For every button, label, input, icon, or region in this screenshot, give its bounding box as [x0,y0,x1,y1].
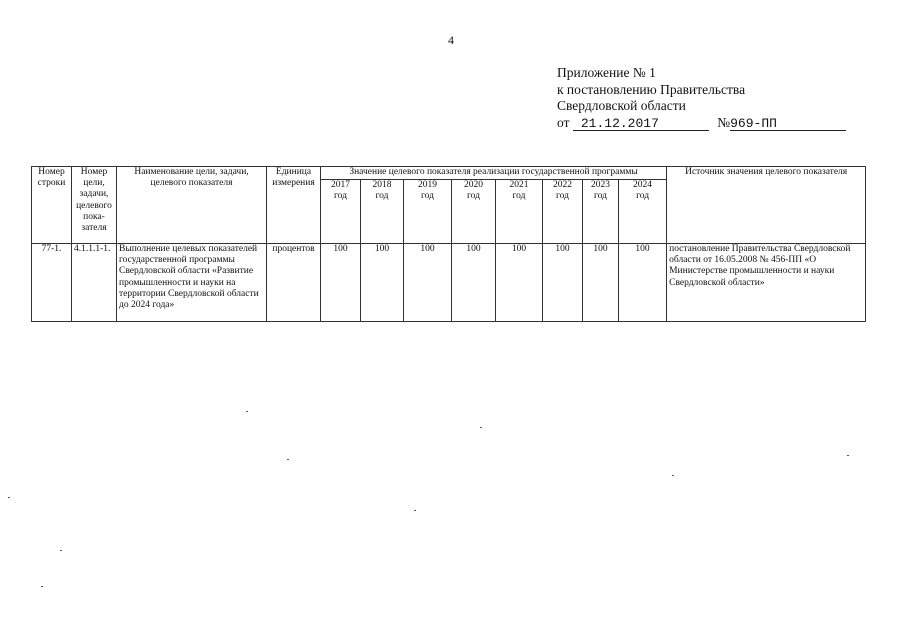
appendix-date-row [557,115,846,132]
header-year-suffix: год [512,191,526,202]
scan-speck [847,455,849,456]
header-year-suffix: год [594,191,607,202]
header-year-value: 2018 [372,180,392,190]
header-year-value: 2024 [633,180,653,190]
header-year [321,180,361,244]
header-year [361,180,404,244]
cell-value: 100 [583,244,619,322]
header-year [404,180,452,244]
scan-speck [246,411,248,412]
cell-value: 100 [496,244,543,322]
header-year-suffix: год [421,191,434,202]
header-row-number: Номер строки [32,167,72,244]
indicators-table [31,166,866,322]
appendix-subtitle: к постановлению Правительства [557,81,746,97]
cell-source: постановление Правительства Свердловской области от 16.05.2008 № 456-ПП «О Министерстве промышленности и науки Свердловской области» [667,244,866,322]
cell-value: 100 [321,244,361,322]
cell-goal-number: 4.1.1.1-1. [72,244,117,322]
header-year-value: 2022 [553,180,572,190]
scan-speck [414,510,416,511]
scan-speck [8,497,10,498]
cell-value: 100 [452,244,496,322]
scan-speck [60,550,62,551]
header-year-value: 2021 [509,180,529,190]
appendix-block [557,65,846,131]
header-year-value: 2019 [418,180,437,190]
header-year [452,180,496,244]
header-year-value: 2017 [331,180,350,190]
header-year [583,180,619,244]
cell-name: Выполнение целевых показателей государственной программы Свердловской области «Развитие промышленности и науки на территории Свердловской области до 2024 года» [117,244,267,322]
cell-value: 100 [619,244,667,322]
header-year-value: 2020 [464,180,483,190]
header-values-group: Значение целевого показателя реализации государственной программы [321,167,667,180]
number-sign: № [717,114,731,130]
cell-value: 100 [543,244,583,322]
table-row [32,244,866,322]
header-year-suffix: год [375,191,389,202]
cell-row-number: 77-1. [32,244,72,322]
header-year [543,180,583,244]
scan-speck [287,459,289,460]
decree-date: 21.12.2017 [573,117,709,131]
header-source: Источник значения целевого показателя [667,167,866,244]
scan-speck [480,427,482,428]
scan-speck [672,475,674,476]
decree-number: 969-ПП [730,117,846,131]
cell-value: 100 [361,244,404,322]
header-unit: Единица измерения [267,167,321,244]
header-year [496,180,543,244]
header-name: Наименование цели, задачи, целевого показателя [117,167,267,244]
appendix-title: Приложение № 1 [557,65,656,80]
cell-value: 100 [404,244,452,322]
appendix-region: Свердловской области [557,98,686,113]
header-year-suffix: год [636,191,650,202]
cell-unit: процентов [267,244,321,322]
header-year-suffix: год [467,191,480,202]
header-year [619,180,667,244]
header-year-value: 2023 [591,180,610,190]
scan-speck [41,586,43,587]
header-goal-number: Номер цели, задачи, целевого пока-зателя [72,167,117,244]
header-year-suffix: год [334,191,347,202]
header-year-suffix: год [556,191,569,202]
date-prefix: от [557,114,570,130]
page-number: 4 [448,33,454,47]
